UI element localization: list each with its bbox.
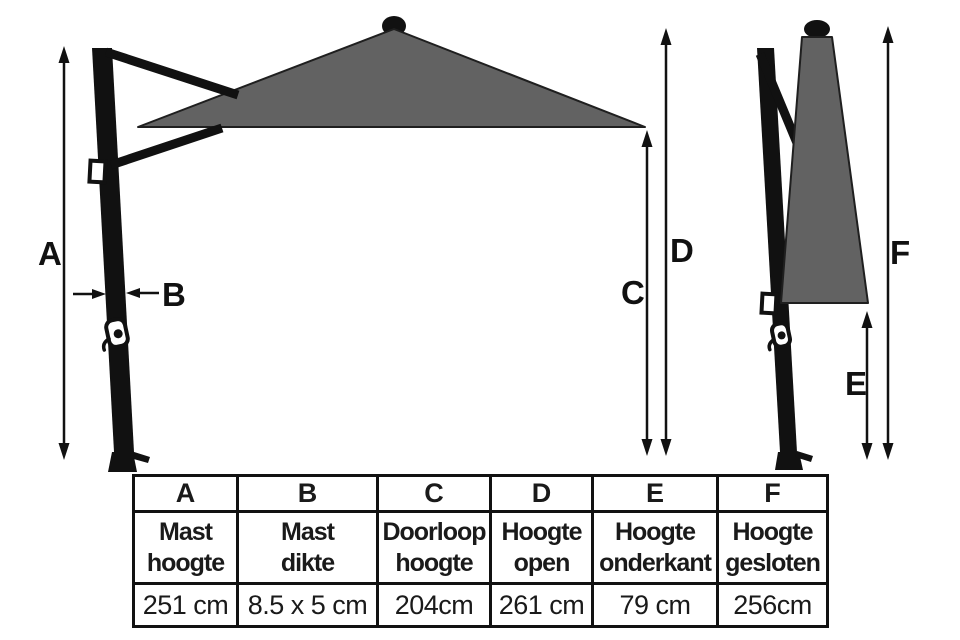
label-cell-e <box>593 512 718 584</box>
label-line: Doorloop <box>382 517 486 546</box>
support-arm-lower <box>111 128 222 165</box>
open-parasol-view <box>38 16 694 472</box>
canopy-closed <box>781 37 868 303</box>
label-line: hoogte <box>395 548 473 577</box>
label-cell-a <box>134 512 238 584</box>
label-line: Hoogte <box>614 517 696 546</box>
dimension-label-f: F <box>890 234 911 271</box>
header-cell-d: D <box>491 476 593 512</box>
value-cell-b: 8.5 x 5 cm <box>238 584 378 627</box>
table-header-row <box>134 476 828 512</box>
label-line: dikte <box>280 548 335 577</box>
table-value-row <box>134 584 828 627</box>
label-line: hoogte <box>146 548 225 577</box>
label-cell-f <box>718 512 828 584</box>
dimension-table <box>132 474 829 628</box>
label-line: open <box>513 548 570 577</box>
value-cell-c: 204cm <box>378 584 491 627</box>
table-label-row <box>134 512 828 584</box>
mast-bracket-closed <box>761 294 776 314</box>
header-cell-e: E <box>593 476 718 512</box>
support-arm-upper <box>106 52 238 95</box>
dimension-label-b: B <box>162 276 186 313</box>
value-cell-a: 251 cm <box>134 584 238 627</box>
dimension-label-a: A <box>38 235 62 272</box>
label-line: onderkant <box>599 548 711 577</box>
dimension-label-e: E <box>845 365 868 402</box>
label-line: Hoogte <box>732 517 813 546</box>
label-cell-c <box>378 512 491 584</box>
label-line: gesloten <box>725 548 820 577</box>
value-cell-f: 256cm <box>718 584 828 627</box>
canopy-open <box>138 29 645 127</box>
mast-bracket-open <box>89 161 105 183</box>
crank-handle-closed <box>765 322 792 350</box>
label-cell-d <box>491 512 593 584</box>
label-cell-b <box>238 512 378 584</box>
header-cell-b: B <box>238 476 378 512</box>
header-cell-a: A <box>134 476 238 512</box>
closed-parasol-view <box>757 20 910 470</box>
value-cell-e: 79 cm <box>593 584 718 627</box>
label-line: Mast <box>159 517 212 546</box>
header-cell-c: C <box>378 476 491 512</box>
dimension-label-c: C <box>621 274 645 311</box>
dimension-label-d: D <box>670 232 694 269</box>
finial-knob-closed <box>804 20 830 38</box>
crank-handle-open <box>98 318 129 350</box>
mast-open <box>92 48 134 452</box>
header-cell-f: F <box>718 476 828 512</box>
label-line: Hoogte <box>501 517 582 546</box>
value-cell-d: 261 cm <box>491 584 593 627</box>
label-line: Mast <box>281 517 334 546</box>
